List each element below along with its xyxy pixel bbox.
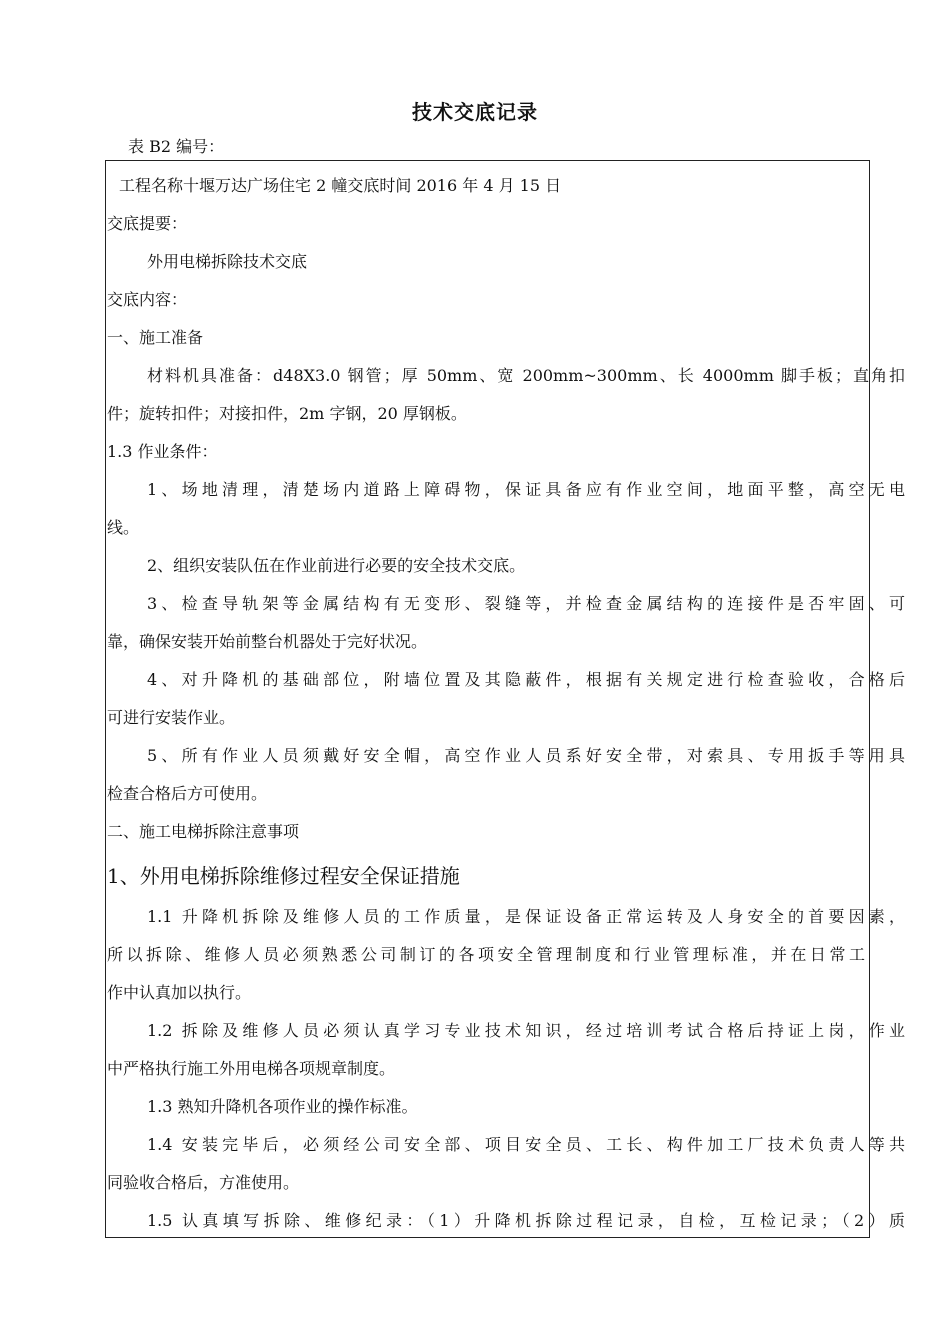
section-2-title: 二、施工电梯拆除注意事项 bbox=[107, 822, 300, 841]
condition-5-line-1: 5、所有作业人员须戴好安全帽，高空作业人员系好安全带，对索具、专用扳手等用具 bbox=[147, 746, 905, 765]
item-1-4-line-1: 1.4 安装完毕后，必须经公司安全部、项目安全员、工长、构件加工厂技术负责人等共 bbox=[147, 1135, 905, 1154]
materials-line-2: 件；旋转扣件；对接扣件，2m 字钢，20 厚钢板。 bbox=[107, 404, 467, 423]
form-code: 表 B2 编号： bbox=[128, 137, 225, 156]
condition-2-line-1: 2、组织安装队伍在作业前进行必要的安全技术交底。 bbox=[147, 556, 526, 575]
content-label: 交底内容： bbox=[107, 290, 188, 309]
condition-5-line-2: 检查合格后方可使用。 bbox=[107, 784, 268, 803]
document-title: 技术交底记录 bbox=[412, 100, 538, 124]
item-1-4-line-2: 同验收合格后，方准使用。 bbox=[107, 1173, 300, 1192]
item-1-1-line-1: 1.1 升降机拆除及维修人员的工作质量，是保证设备正常运转及人身安全的首要因素， bbox=[147, 907, 905, 926]
item-1-2-line-2: 中严格执行施工外用电梯各项规章制度。 bbox=[107, 1059, 396, 1078]
item-1-1-line-3: 作中认真加以执行。 bbox=[107, 983, 252, 1002]
materials-line-1: 材料机具准备：d48X3.0 钢管；厚 50mm、宽 200mm~300mm、长 4000mm 脚手板；直角扣 bbox=[147, 366, 905, 385]
item-1-2-line-1: 1.2 拆除及维修人员必须认真学习专业技术知识，经过培训考试合格后持证上岗，作业 bbox=[147, 1021, 905, 1040]
summary-text: 外用电梯拆除技术交底 bbox=[147, 252, 308, 271]
condition-1-line-2: 线。 bbox=[107, 518, 140, 537]
condition-1-line-1: 1、场地清理，清楚场内道路上障碍物，保证具备应有作业空间，地面平整，高空无电 bbox=[147, 480, 905, 499]
section-2-subtitle: 1、外用电梯拆除维修过程安全保证措施 bbox=[107, 864, 460, 888]
section-1-title: 一、施工准备 bbox=[107, 328, 204, 347]
item-1-1-line-2: 所以拆除、维修人员必须熟悉公司制订的各项安全管理制度和行业管理标准，并在日常工 bbox=[107, 945, 865, 964]
conditions-title: 1.3 作业条件： bbox=[107, 442, 218, 461]
condition-3-line-1: 3、检查导轨架等金属结构有无变形、裂缝等，并检查金属结构的连接件是否牢固、可 bbox=[147, 594, 905, 613]
item-1-3-line-1: 1.3 熟知升降机各项作业的操作标准。 bbox=[147, 1097, 418, 1116]
item-1-5-line-1: 1.5 认真填写拆除、维修纪录：（1）升降机拆除过程记录，自检，互检记录；（2）质 bbox=[147, 1211, 905, 1230]
project-info-line: 工程名称十堰万达广场住宅 2 幢交底时间 2016 年 4 月 15 日 bbox=[119, 176, 562, 195]
condition-4-line-2: 可进行安装作业。 bbox=[107, 708, 236, 727]
summary-label: 交底提要： bbox=[107, 214, 188, 233]
condition-4-line-1: 4、对升降机的基础部位，附墙位置及其隐蔽件，根据有关规定进行检查验收，合格后 bbox=[147, 670, 905, 689]
condition-3-line-2: 靠，确保安装开始前整台机器处于完好状况。 bbox=[107, 632, 428, 651]
